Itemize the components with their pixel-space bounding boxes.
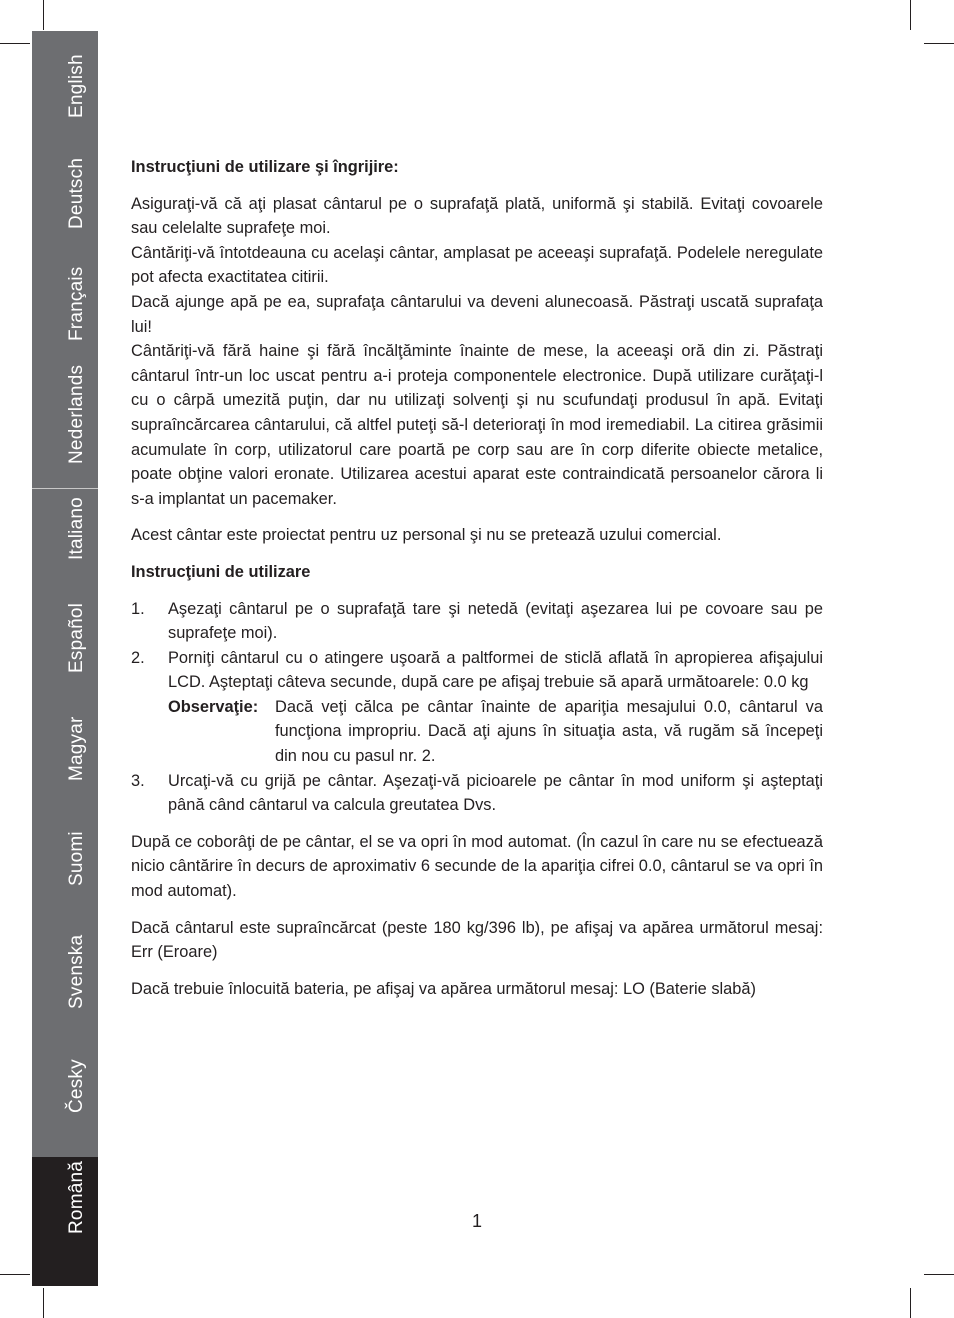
document-body bbox=[131, 155, 823, 1001]
language-tab-francais bbox=[32, 253, 98, 365]
page-number: 1 bbox=[471, 1211, 482, 1231]
language-tab-english bbox=[32, 31, 98, 142]
battery-paragraph: Dacă trebuie înlocuită bateria, pe afişaj va apărea următorul mesaj: LO (Baterie slabă) bbox=[131, 979, 756, 998]
note-block bbox=[168, 695, 823, 769]
list-item bbox=[131, 597, 823, 646]
step-number: 3. bbox=[131, 771, 145, 790]
language-tab-label: Nederlands bbox=[66, 365, 87, 464]
crop-mark bbox=[0, 1274, 30, 1275]
crop-mark bbox=[43, 1288, 44, 1318]
note-label: Observaţie: bbox=[168, 697, 259, 716]
language-tab-romana bbox=[32, 1157, 98, 1286]
care-paragraph: Asiguraţi-vă că aţi plasat cântarul pe o suprafaţă plată, uniformă şi stabilă. Evitaţi covoarele sau celelalte suprafeţe moi. Cântăriţi-vă întotdeauna cu acelaşi cântar, amplasat pe aceeaşi suprafaţă. Podelele neregulate pot afecta exactitatea citirii. Dacă ajunge apă pe ea, suprafaţa cântarului va deveni alunecoasă. Păstraţi uscată suprafaţa lui! Cântăriţi-vă fără haine şi fără încălţăminte înainte de mese, la aceeaşi oră din zi. Păstraţi cântarul într-un loc uscat pentru a-i proteja componentele electronice. După utilizare curăţaţi-l cu o cârpă umezită puţin, dar nu utilizaţi solvenţi şi nu scufundaţi produsul în apă. Evitaţi supraîncărcarea cântarului, că altfel puteţi să-l deterioraţi în mod iremediabil. La citirea grăsimii acumulate în corp, utilizatorul care poartă pe corp sau are în corp diferite obiecte metalice, poate obţine valori eronate. Utilizarea acestui aparat este contraindicată persoanelor cărora li s-a implantat un pacemaker. bbox=[131, 194, 823, 508]
step-text: Porniţi cântarul cu o atingere uşoară a paltformei de sticlă aflată în apropierea afişajului LCD. Aşteptaţi câteva secunde, după care pe afişaj trebuie să apară următoarele: 0.0 kg bbox=[168, 648, 823, 692]
list-item bbox=[131, 769, 823, 818]
language-tab-deutsch bbox=[32, 142, 98, 253]
language-tab-label: Français bbox=[66, 266, 87, 341]
personal-use-paragraph: Acest cântar este proiectat pentru uz personal şi nu se pretează uzului comercial. bbox=[131, 526, 722, 545]
note-text: Dacă veţi călca pe cântar înainte de apariţia mesajului 0.0, cântarul va funcţiona impropriu. Dacă aţi ajuns în situaţia asta, vă rugăm să începeţi din nou cu pasul nr. 2. bbox=[275, 697, 823, 766]
language-tab-label: Suomi bbox=[66, 831, 87, 886]
step-text: Aşezaţi cântarul pe o suprafaţă tare şi netedă (evitaţi aşezarea lui pe covoare sau pe suprafeţe moi). bbox=[168, 599, 823, 643]
language-tab-label: English bbox=[66, 54, 87, 118]
language-tab-nederlands bbox=[32, 365, 98, 488]
usage-steps-list bbox=[131, 597, 823, 818]
language-tab-label: Deutsch bbox=[66, 157, 87, 229]
crop-mark bbox=[910, 1288, 911, 1318]
language-tab-italiano bbox=[32, 488, 98, 584]
heading-care-instructions: Instrucţiuni de utilizare şi îngrijire: bbox=[131, 158, 399, 176]
auto-off-paragraph: După ce coborâţi de pe cântar, el se va opri în mod automat. (În cazul în care nu se efectuează nicio cântărire în decurs de aproximativ 6 secunde de la apariţia cifrei 0.0, cântarul se va opri în mod automat). bbox=[131, 832, 823, 901]
step-number: 2. bbox=[131, 648, 145, 667]
crop-mark bbox=[924, 43, 954, 44]
language-tab-label: Română bbox=[66, 1160, 87, 1234]
overload-paragraph: Dacă cântarul este supraîncărcat (peste 180 kg/396 lb), pe afişaj va apărea următorul mesaj: Err (Eroare) bbox=[131, 918, 823, 962]
language-tab-label: Italiano bbox=[66, 497, 87, 560]
language-tab-label: Svenska bbox=[66, 934, 87, 1009]
language-tab-svenska bbox=[32, 910, 98, 1033]
step-text: Urcaţi-vă cu grijă pe cântar. Aşezaţi-vă picioarele pe cântar în mod uniform şi aşteptaţi până când cântarul va calcula greutatea Dvs. bbox=[168, 771, 823, 815]
step-number: 1. bbox=[131, 599, 145, 618]
list-item bbox=[131, 646, 823, 769]
language-tab-label: Magyar bbox=[66, 716, 87, 781]
crop-mark bbox=[924, 1274, 954, 1275]
language-tab-label: Česky bbox=[66, 1059, 87, 1113]
language-tab-magyar bbox=[32, 697, 98, 805]
heading-usage-instructions: Instrucţiuni de utilizare bbox=[131, 562, 311, 581]
crop-mark bbox=[910, 0, 911, 30]
language-tab-cesky bbox=[32, 1033, 98, 1137]
language-tab-label: Español bbox=[66, 602, 87, 673]
crop-mark bbox=[43, 0, 44, 30]
language-tab-espanol bbox=[32, 584, 98, 697]
crop-mark bbox=[0, 43, 30, 44]
language-tab-suomi bbox=[32, 805, 98, 910]
